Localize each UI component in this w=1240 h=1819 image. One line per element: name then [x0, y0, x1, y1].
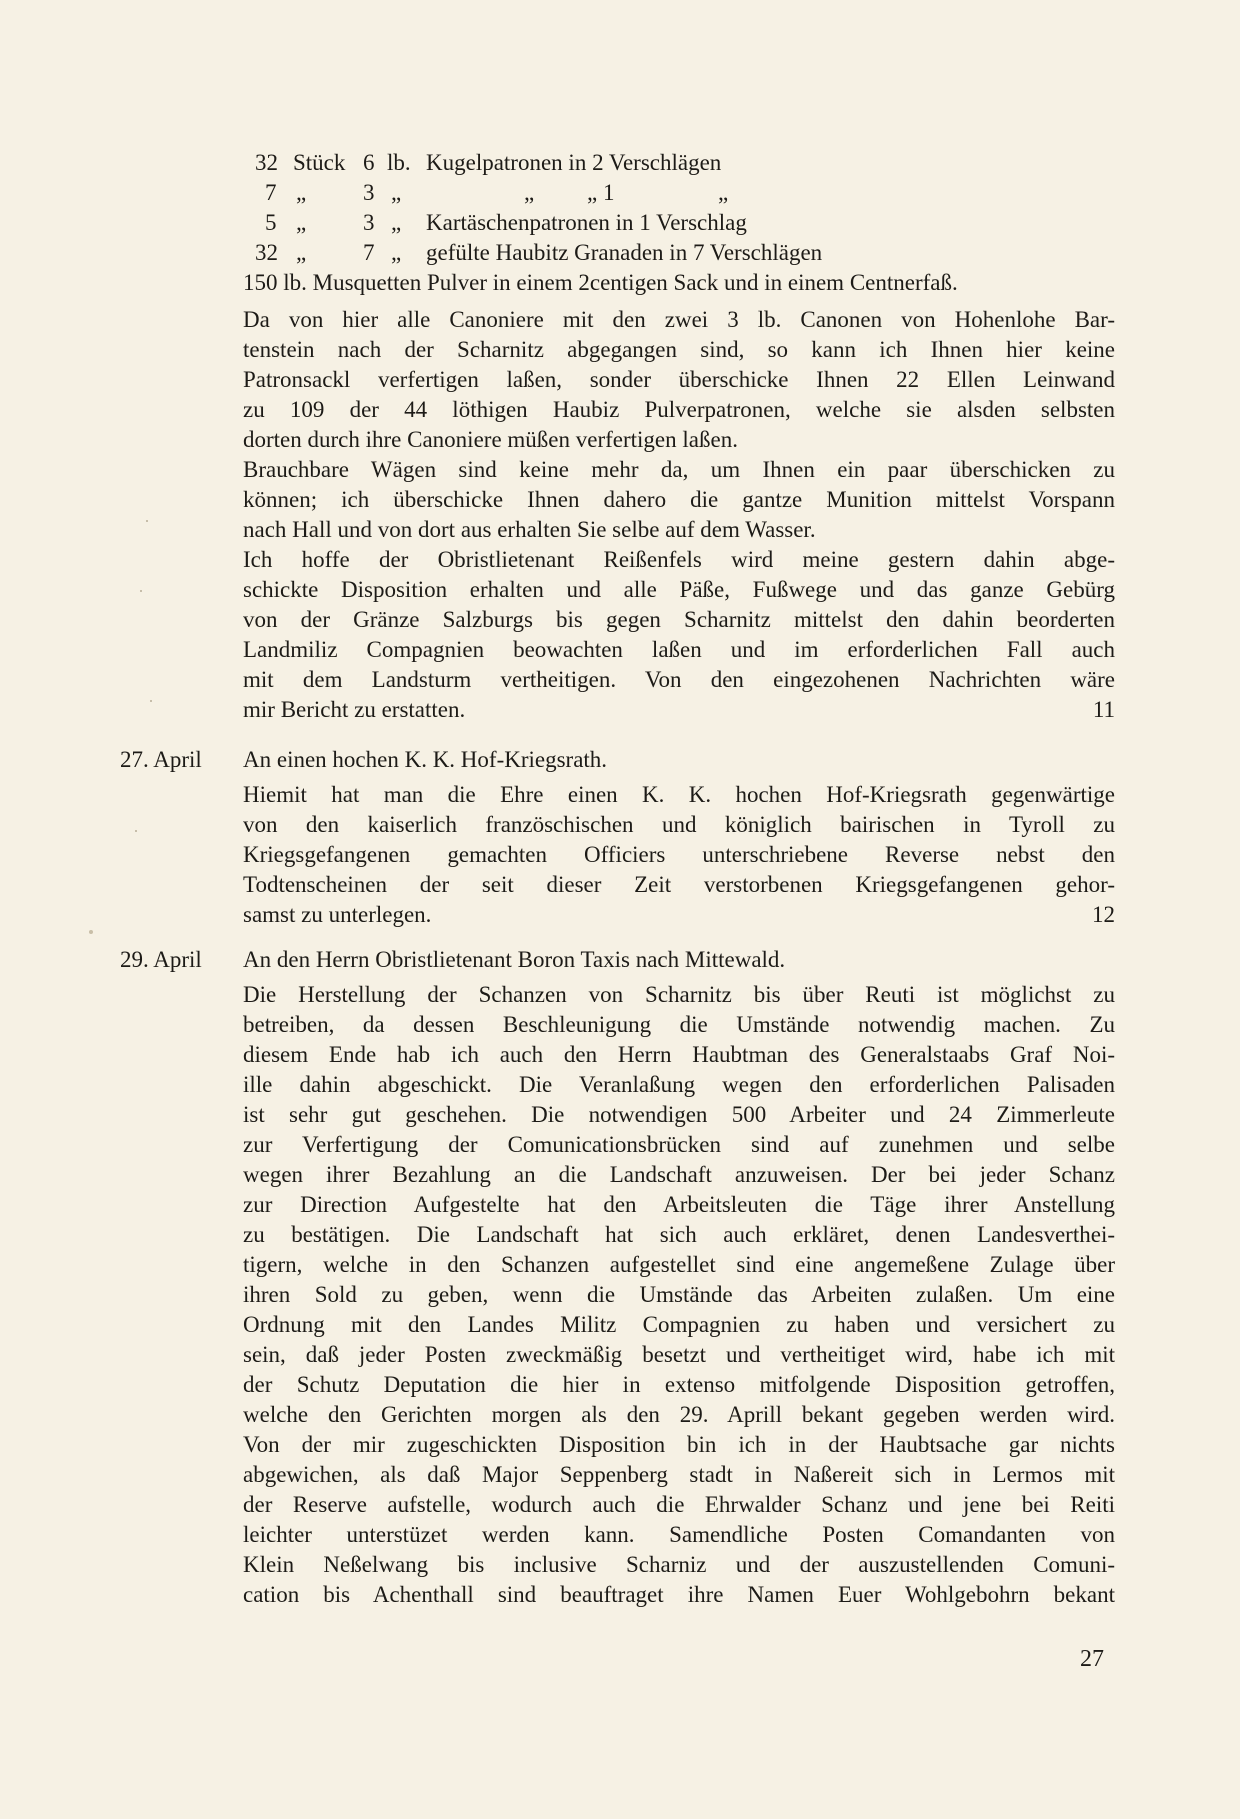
- text-line: der Schutz Deputation die hier in extenso mitfolgende Disposition getroffen,: [243, 1372, 1115, 1397]
- text-line: ihren Sold zu geben, wenn die Umstände das Arbeiten zulaßen. Um eine: [243, 1282, 1115, 1307]
- table-cell: „: [391, 180, 402, 205]
- table-cell: 32: [255, 150, 278, 175]
- table-cell: Kartäschenpatronen in 1 Verschlag: [426, 210, 747, 235]
- address-line: An einen hochen K. K. Hof-Kriegsrath.: [243, 747, 608, 772]
- text-line: von den kaiserlich französchischen und königlich bairischen in Tyroll zu: [243, 812, 1115, 837]
- paper-speck: [146, 520, 148, 522]
- text-line: zu bestätigen. Die Landschaft hat sich auch erkläret, denen Landesverthei-: [243, 1222, 1115, 1247]
- text-line: zu 109 der 44 löthigen Haubiz Pulverpatronen, welche sie alsden selbsten: [243, 397, 1115, 422]
- text-line: ille dahin abgeschickt. Die Veranlaßung wegen den erforderlichen Palisaden: [243, 1072, 1115, 1097]
- table-cell: 6: [363, 150, 375, 175]
- date-margin-note: 29. April: [120, 947, 202, 972]
- text-line: zur Verfertigung der Comunicationsbrücken sind auf zunehmen und selbe: [243, 1132, 1115, 1157]
- text-line: ist sehr gut geschehen. Die notwendigen 500 Arbeiter und 24 Zimmerleute: [243, 1102, 1115, 1127]
- text-line: Da von hier alle Canoniere mit den zwei 3 lb. Canonen von Hohenlohe Bar-: [243, 307, 1115, 332]
- text-line: wegen ihrer Bezahlung an die Landschaft anzuweisen. Der bei jeder Schanz: [243, 1162, 1115, 1187]
- table-cell: „: [296, 180, 307, 205]
- text-line: dorten durch ihre Canoniere müßen verfertigen laßen.: [243, 427, 738, 452]
- document-number: 11: [1092, 697, 1115, 722]
- text-line: mir Bericht zu erstatten.: [243, 697, 466, 722]
- text-line: samst zu unterlegen.: [243, 902, 432, 927]
- text-line: Ich hoffe der Obristlietenant Reißenfels wird meine gestern dahin abge-: [243, 547, 1115, 572]
- text-line: der Reserve aufstelle, wodurch auch die Ehrwalder Schanz und jene bei Reiti: [243, 1492, 1115, 1517]
- table-cell: lb.: [387, 150, 411, 175]
- document-number: 12: [1092, 902, 1115, 927]
- text-line: von der Gränze Salzburgs bis gegen Scharnitz mittelst den dahin beorderten: [243, 607, 1115, 632]
- table-cell: „: [391, 210, 402, 235]
- text-line: schickte Disposition erhalten und alle Päße, Fußwege und das ganze Gebürg: [243, 577, 1115, 602]
- text-line: Kriegsgefangenen gemachten Officiers unterschriebene Reverse nebst den: [243, 842, 1115, 867]
- table-cell: gefülte Haubitz Granaden in 7 Verschlägen: [426, 240, 823, 265]
- text-line: tigern, welche in den Schanzen aufgestellet sind eine angemeßene Zulage über: [243, 1252, 1115, 1277]
- table-cell: „: [391, 240, 402, 265]
- page-number: 27: [1080, 1646, 1104, 1672]
- table-cell: Kugelpatronen in 2 Verschlägen: [426, 150, 722, 175]
- text-line: Hiemit hat man die Ehre einen K. K. hochen Hof-Kriegsrath gegenwärtige: [243, 782, 1115, 807]
- table-cell: 3: [363, 180, 375, 205]
- table-cell: 32: [255, 240, 278, 265]
- text-line: können; ich überschicke Ihnen dahero die gantze Munition mittelst Vorspann: [243, 487, 1115, 512]
- table-cell: „: [524, 180, 535, 205]
- table-cell: „ 1: [587, 180, 615, 205]
- table-cell: „: [296, 210, 307, 235]
- text-line: abgewichen, als daß Major Seppenberg stadt in Naßereit sich in Lermos mit: [243, 1462, 1115, 1487]
- text-line: Patronsackl verfertigen laßen, sonder überschicke Ihnen 22 Ellen Leinwand: [243, 367, 1115, 392]
- text-line: welche den Gerichten morgen als den 29. Aprill bekant gegeben werden wird.: [243, 1402, 1115, 1427]
- text-line: Die Herstellung der Schanzen von Scharnitz bis über Reuti ist möglichst zu: [243, 982, 1115, 1007]
- text-line: zur Direction Aufgestelte hat den Arbeitsleuten die Täge ihrer Anstellung: [243, 1192, 1115, 1217]
- text-line: betreiben, da dessen Beschleunigung die Umstände notwendig machen. Zu: [243, 1012, 1115, 1037]
- address-line: An den Herrn Obristlietenant Boron Taxis nach Mittewald.: [243, 947, 786, 972]
- text-line: sein, daß jeder Posten zweckmäßig besetzt und vertheitiget wird, habe ich mit: [243, 1342, 1115, 1367]
- text-line: Todtenscheinen der seit dieser Zeit verstorbenen Kriegsgefangenen gehor-: [243, 872, 1115, 897]
- text-line: leichter unterstüzet werden kann. Samendliche Posten Comandanten von: [243, 1522, 1115, 1547]
- paper-speck: [140, 590, 142, 592]
- table-cell: „: [296, 240, 307, 265]
- table-cell: 3: [363, 210, 375, 235]
- paper-speck: [150, 700, 152, 702]
- date-margin-note: 27. April: [120, 747, 202, 772]
- text-line: diesem Ende hab ich auch den Herrn Haubtman des Generalstaabs Graf Noi-: [243, 1042, 1115, 1067]
- text-line: Klein Neßelwang bis inclusive Scharniz und der auszustellenden Comuni-: [243, 1552, 1115, 1577]
- table-cell: 7: [363, 240, 375, 265]
- text-line: Von der mir zugeschickten Disposition bin ich in der Haubtsache gar nichts: [243, 1432, 1115, 1457]
- paper-speck: [135, 830, 137, 832]
- text-line: nach Hall und von dort aus erhalten Sie selbe auf dem Wasser.: [243, 517, 816, 542]
- table-cell: 5: [265, 210, 277, 235]
- table-cell: „: [718, 180, 729, 205]
- text-line: tenstein nach der Scharnitz abgegangen sind, so kann ich Ihnen hier keine: [243, 337, 1115, 362]
- text-line: Ordnung mit den Landes Militz Compagnien zu haben und versichert zu: [243, 1312, 1115, 1337]
- paper-speck: [89, 930, 93, 934]
- table-cell: Stück: [293, 150, 346, 175]
- table-cell: 7: [265, 180, 277, 205]
- text-line: Landmiliz Compagnien beowachten laßen und im erforderlichen Fall auch: [243, 637, 1115, 662]
- text-line: Brauchbare Wägen sind keine mehr da, um Ihnen ein paar überschicken zu: [243, 457, 1115, 482]
- text-line: mit dem Landsturm vertheitigen. Von den eingezohenen Nachrichten wäre: [243, 667, 1115, 692]
- text-line: 150 lb. Musquetten Pulver in einem 2centigen Sack und in einem Centnerfaß.: [243, 270, 958, 295]
- text-line: cation bis Achenthall sind beauftraget ihre Namen Euer Wohlgebohrn bekant: [243, 1582, 1115, 1607]
